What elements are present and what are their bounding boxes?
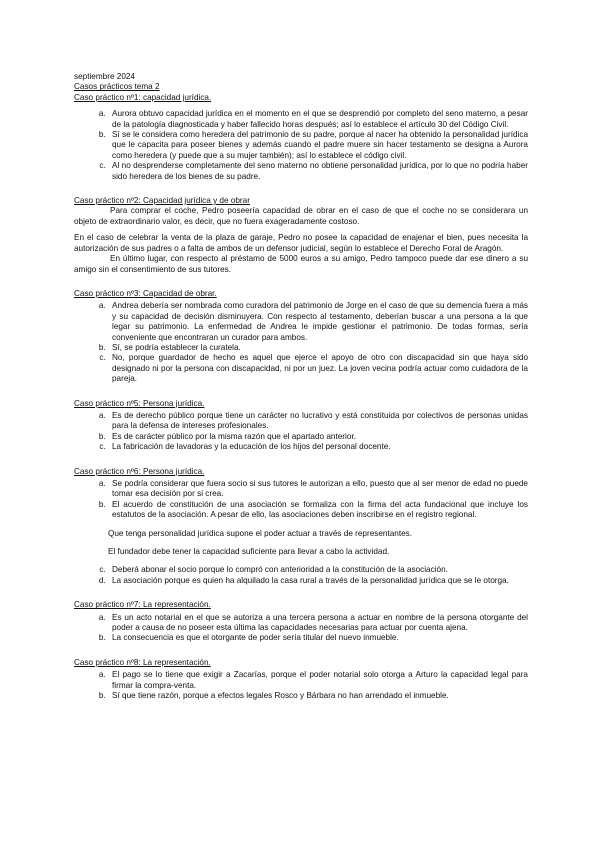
- case-1-title: Caso práctico nº1: capacidad jurídica.: [74, 92, 212, 102]
- list-item: c. La fabricación de lavadoras y la educación de los hijos del personal docente.: [108, 442, 528, 452]
- case-6-list-continued: [74, 565, 528, 586]
- case-7-list: [74, 613, 528, 644]
- case-8-title: Caso práctico nº8: La representación.: [74, 657, 211, 667]
- case-5: [74, 399, 528, 453]
- case-6: [74, 467, 528, 587]
- list-item: a. Aurora obtuvo capacidad jurídica en el momento en el que se desprendió por completo del seno materno, a pesar de la patología diagnosticada y haber fallecido horas después; así lo establece el artículo 30 del Código Civil.: [108, 109, 528, 130]
- list-item: a. Es un acto notarial en el que se autoriza a una tercera persona a actuar en nombre de la persona otorgante del poder a causa de no poseer esta última las capacidades necesarias para actuar por cuenta ajena.: [108, 613, 528, 634]
- list-item: b. Sí se le considera como heredera del patrimonio de su padre, porque al nacer ha obtenido la personalidad jurídica que le capacita para poseer bienes y además cuando el padre muere sin hacer testamento se designa a Aurora como heredera (y puede que a su mujer también); así lo establece el código civil.: [108, 130, 528, 161]
- paragraph: En el caso de celebrar la venta de la plaza de garaje, Pedro no posee la capacidad de enajenar el bien, pues necesita la autorización de sus padres o a falta de ambos de un defensor judicial, según lo establece el Derecho Foral de Aragón.: [74, 233, 528, 253]
- list-item: c. No, porque guardador de hecho es aquel que ejerce el apoyo de otro con discapacidad sin que haya sido designado ni por la persona con discapacidad, ni por un juez. La joven vecina podría actuar como cuidadora de la pareja.: [108, 353, 528, 384]
- list-item: b. La consecuencia es que el otorgante de poder sería titular del nuevo inmueble.: [108, 633, 528, 643]
- case-8-list: [74, 670, 528, 701]
- list-item: a. El pago se lo tiene que exigir a Zacarías, porque el poder notarial solo otorga a Arturo la capacidad legal para firmar la compra-venta.: [108, 670, 528, 691]
- list-item: a. Andrea debería ser nombrada como curadora del patrimonio de Jorge en el caso de que su demencia fuera a más y su capacidad de decisión disminuyera. Con respecto al testamento, deberían buscar a una persona a la que legar su patrimonio. La enfermedad de Andrea le impide gestionar el patrimonio. De todas formas, sería conveniente que encontraran un curador para ambos.: [108, 301, 528, 343]
- list-item: b. Es de carácter público por la misma razón que el apartado anterior.: [108, 432, 528, 442]
- case-8: [74, 658, 528, 702]
- list-item: d. La asociación porque es quien ha alquilado la casa rural a través de la personalidad jurídica que se le otorga.: [108, 576, 528, 586]
- case-1-list: [74, 109, 528, 182]
- list-item: b. Sí que tiene razón, porque a efectos legales Rosco y Bárbara no han arrendado el inmueble.: [108, 691, 528, 701]
- paragraph: Para comprar el coche, Pedro poseería capacidad de obrar en el caso de que el coche no se considerara un objeto de extraordinario valor, es decir, que no fuera exageradamente costoso.: [74, 206, 528, 226]
- case-6-title: Caso práctico nº6: Persona jurídica.: [74, 466, 205, 476]
- case-2-title: Caso práctico nº2: Capacidad jurídica y de obrar: [74, 196, 250, 206]
- list-item: c. Deberá abonar el socio porque lo compró con anterioridad a la constitución de la asociación.: [108, 565, 528, 575]
- case-6-list: [74, 479, 528, 521]
- case-1: [74, 93, 528, 182]
- list-item: b. El acuerdo de constitución de una asociación se formaliza con la firma del acta fundacional que incluye los estatutos de la asociación. A pesar de ello, las asociaciones deben inscribirse en el registro regional.: [108, 500, 528, 521]
- case-3-list: [74, 301, 528, 384]
- case-2: [74, 196, 528, 275]
- case-3-title: Caso práctico nº3: Capacidad de obrar.: [74, 288, 217, 298]
- case-5-list: [74, 411, 528, 453]
- paragraph: En último lugar, con respecto al préstamo de 5000 euros a su amigo, Pedro tampoco puede dar ese dinero a su amigo sin el consentimiento de sus tutores.: [74, 254, 528, 274]
- case-5-title: Caso práctico nº5: Persona jurídica.: [74, 398, 205, 408]
- case-3: [74, 289, 528, 385]
- list-item: b. Sí, se podría establecer la curatela.: [108, 343, 528, 353]
- list-item: a. Se podría considerar que fuera socio si sus tutores le autorizan a ello, puesto que al ser menor de edad no puede tomar esa decisión por si crea.: [108, 479, 528, 500]
- list-item: a. Es de derecho público porque tiene un carácter no lucrativo y está constituida por colectivos de personas unidas para la defensa de intereses profesionales.: [108, 411, 528, 432]
- case-7-title: Caso práctico nº7: La representación.: [74, 600, 211, 610]
- case-7: [74, 600, 528, 644]
- list-item: c. Al no desprenderse completamente del seno materno no obtiene personalidad jurídica, por lo que no podría haber sido heredera de los bienes de su padre.: [108, 161, 528, 182]
- document-subtitle: Casos prácticos tema 2: [74, 82, 160, 92]
- paragraph: Que tenga personalidad jurídica supone el poder actuar a través de representantes.: [108, 528, 413, 538]
- paragraph: El fundador debe tener la capacidad suficiente para llevar a cabo la actividad.: [108, 547, 390, 557]
- document-date: septiembre 2024: [74, 72, 135, 81]
